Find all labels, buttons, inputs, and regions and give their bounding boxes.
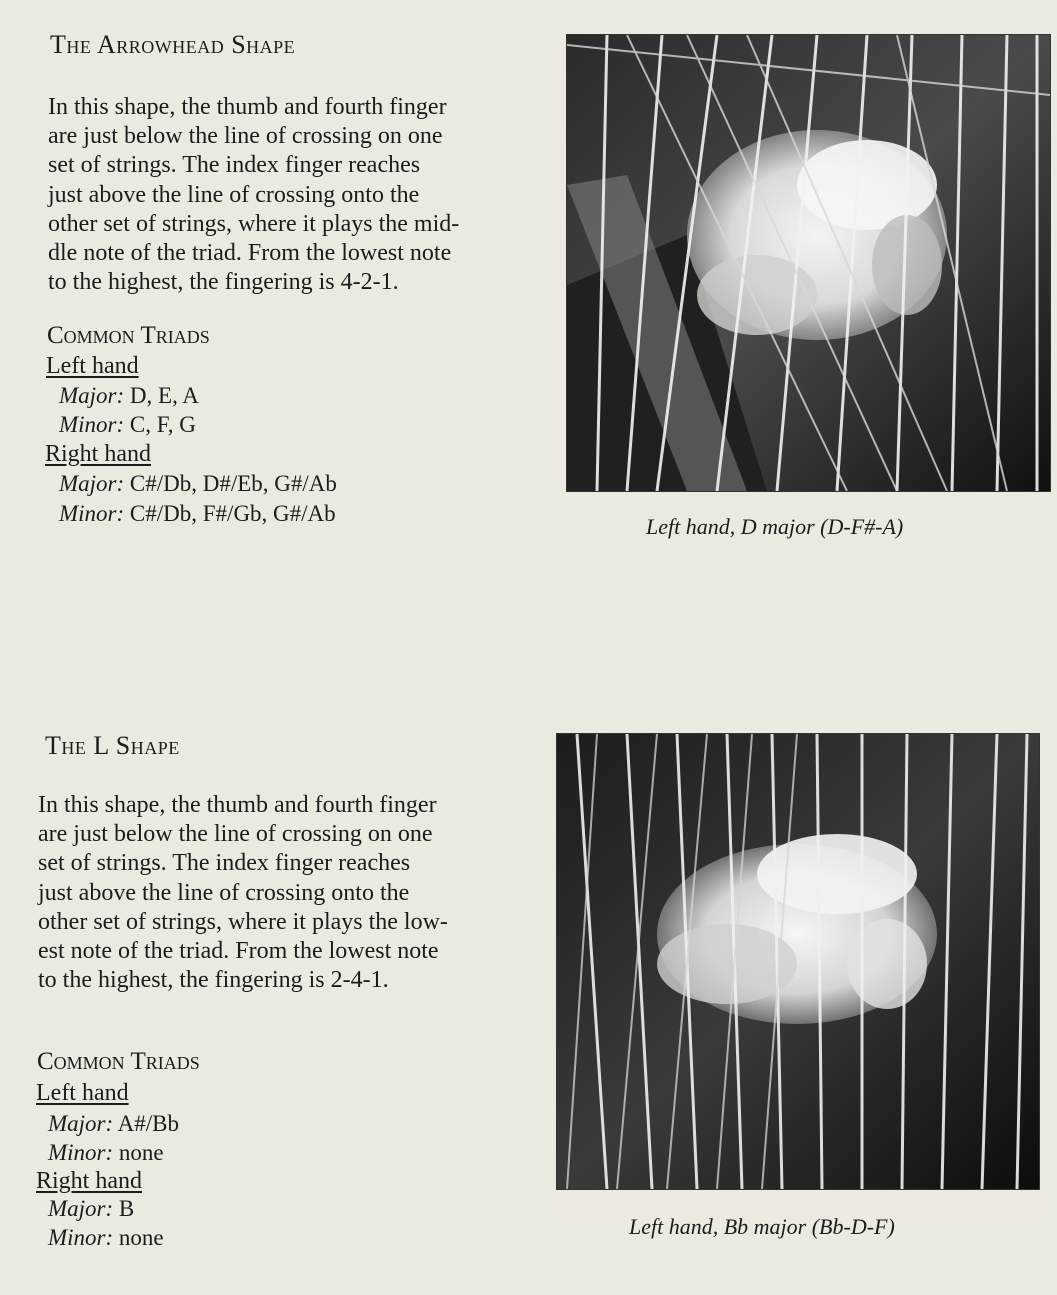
text-line: In this shape, the thumb and fourth finger [38, 792, 437, 818]
left-hand-heading: Left hand [46, 353, 139, 379]
minor-chords: none [118, 1225, 164, 1250]
minor-label: Minor: [59, 501, 125, 526]
text-line: set of strings. The index finger reaches [38, 850, 411, 877]
text-line: just above the line of crossing onto the [38, 879, 410, 906]
common-triads-heading: Common Triads [47, 322, 210, 349]
right-minor-row [48, 1225, 164, 1251]
text-line: other set of strings, where it plays the mid- [48, 210, 460, 237]
minor-label: Minor: [48, 1140, 114, 1165]
right-hand-heading: Right hand [45, 441, 151, 467]
section-title-arrowhead: The Arrowhead Shape [50, 30, 296, 59]
text-line: other set of strings, where it plays the low- [38, 908, 448, 935]
l-shape-description [38, 791, 448, 995]
common-triads-heading: Common Triads [37, 1048, 200, 1075]
left-major-row [48, 1111, 179, 1137]
major-chords: D, E, A [129, 383, 199, 408]
text-line: to the highest, the fingering is 2-4-1. [38, 967, 389, 994]
text-line: In this shape, the thumb and fourth finger [48, 94, 447, 120]
major-label: Major: [59, 471, 125, 496]
major-label: Major: [48, 1196, 114, 1221]
minor-chords: none [118, 1140, 164, 1165]
right-minor-row [59, 501, 336, 527]
left-minor-row [59, 412, 196, 438]
right-major-row [59, 471, 337, 497]
minor-chords: C, F, G [129, 412, 196, 437]
major-label: Major: [59, 383, 125, 408]
text-line: dle note of the triad. From the lowest note [48, 240, 452, 267]
minor-label: Minor: [59, 412, 125, 437]
right-hand-heading: Right hand [36, 1168, 142, 1194]
arrowhead-description [48, 93, 459, 297]
right-major-row [48, 1196, 134, 1222]
text-line: to the highest, the fingering is 4-2-1. [48, 269, 399, 296]
major-label: Major: [48, 1111, 114, 1136]
photo-caption-bb-major: Left hand, Bb major (Bb-D-F) [629, 1214, 895, 1239]
left-minor-row [48, 1140, 164, 1166]
text-line: are just below the line of crossing on one [48, 123, 443, 150]
text-line: just above the line of crossing onto the [48, 181, 420, 208]
text-line: set of strings. The index finger reaches [48, 152, 421, 179]
text-line: are just below the line of crossing on one [38, 821, 433, 848]
section-title-l-shape: The L Shape [45, 731, 180, 760]
left-major-row [59, 383, 199, 409]
minor-label: Minor: [48, 1225, 114, 1250]
major-chords: A#/Bb [117, 1111, 179, 1136]
minor-chords: C#/Db, F#/Gb, G#/Ab [129, 501, 336, 526]
major-chords: C#/Db, D#/Eb, G#/Ab [129, 471, 337, 496]
harp-photo-bb-major [556, 733, 1040, 1190]
left-hand-heading: Left hand [36, 1080, 129, 1106]
photo-caption-d-major: Left hand, D major (D-F#-A) [646, 514, 904, 539]
harp-photo-d-major [566, 34, 1051, 492]
text-line: est note of the triad. From the lowest note [38, 938, 439, 965]
major-chords: B [118, 1196, 135, 1221]
